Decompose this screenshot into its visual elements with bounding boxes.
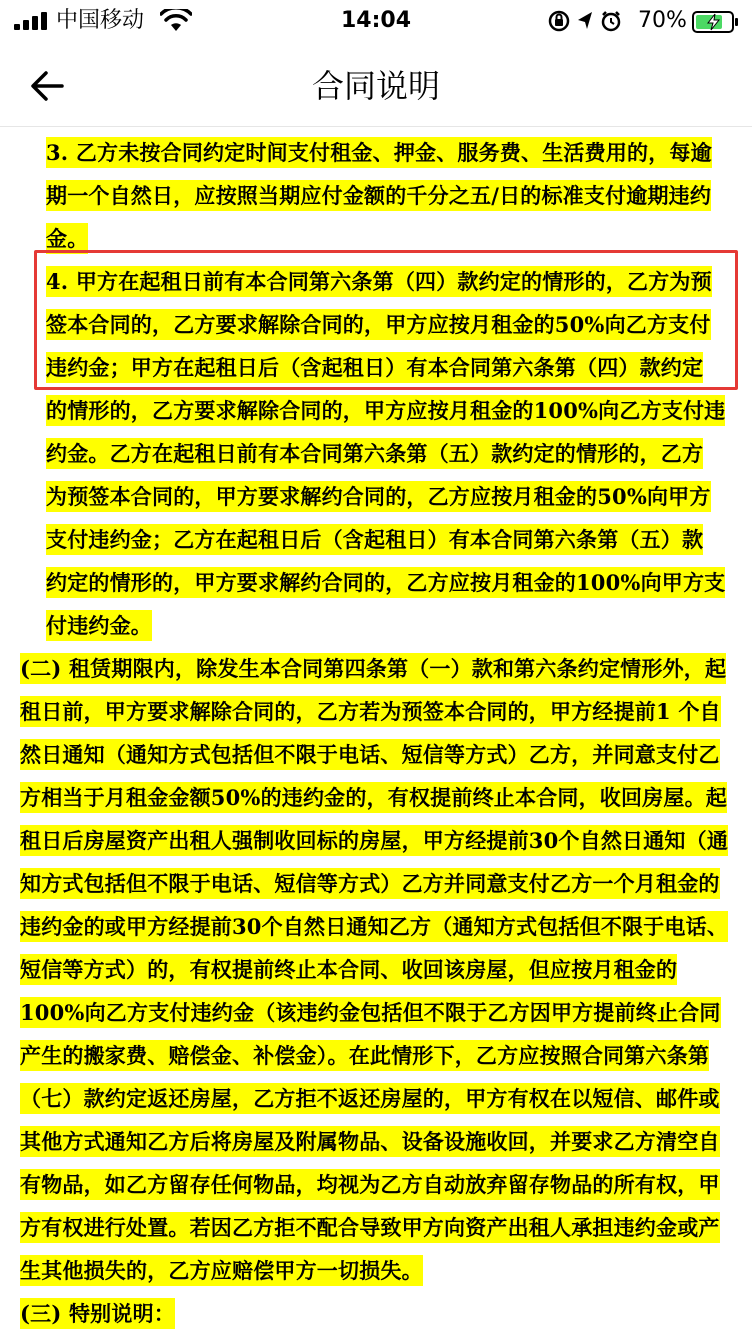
contract-line: 方相当于月租金金额50%的违约金的，有权提前终止本合同，收回房屋。起 — [20, 782, 727, 813]
status-bar — [0, 0, 752, 44]
contract-line: 约金。乙方在起租日前有本合同第六条第（五）款约定的情形的，乙方 — [46, 438, 703, 469]
page-title: 合同说明 — [311, 67, 440, 105]
contract-line: 短信等方式）的，有权提前终止本合同、收回该房屋，但应按月租金的 — [20, 954, 677, 985]
orientation-lock-icon — [550, 12, 568, 30]
contract-line: 的情形的，乙方要求解除合同的，甲方应按月租金的100%向乙方支付违 — [46, 395, 725, 426]
contract-line: 知方式包括但不限于电话、短信等方式）乙方并同意支付乙方一个月租金的 — [20, 868, 720, 899]
contract-line: 100%向乙方支付违约金（该违约金包括但不限于乙方因甲方提前终止合同 — [20, 997, 721, 1028]
contract-line: 其他方式通知乙方后将房屋及附属物品、设备设施收回，并要求乙方清空自 — [20, 1126, 720, 1157]
contract-line: 金。 — [46, 223, 88, 254]
contract-line: 违约金的或甲方经提前30个自然日通知乙方（通知方式包括但不限于电话、 — [20, 911, 728, 942]
contract-line: 生其他损失的，乙方应赔偿甲方一切损失。 — [20, 1255, 423, 1286]
contract-line: 期一个自然日，应按照当期应付金额的千分之五/日的标准支付逾期违约 — [46, 180, 711, 211]
contract-line: (二) 租赁期限内，除发生本合同第四条第（一）款和第六条约定情形外，起 — [20, 653, 726, 684]
contract-line: 有物品，如乙方留存任何物品，均视为乙方自动放弃留存物品的所有权，甲 — [20, 1169, 720, 1200]
contract-line: 租日后房屋资产出租人强制收回标的房屋，甲方经提前30个自然日通知（通 — [20, 825, 728, 856]
annotation-box — [34, 250, 738, 390]
battery-charging-icon — [692, 11, 740, 33]
contract-line: 签本合同的，乙方要求解除合同的，甲方应按月租金的50%向乙方支付 — [46, 309, 711, 340]
contract-line: 支付违约金；乙方在起租日后（含起租日）有本合同第六条第（五）款 — [46, 524, 703, 555]
contract-line: 方有权进行处置。若因乙方拒不配合导致甲方向资产出租人承担违约金或产 — [20, 1212, 720, 1243]
contract-line: 为预签本合同的，甲方要求解约合同的，乙方应按月租金的50%向甲方 — [46, 481, 711, 512]
contract-line: 3. 乙方未按合同约定时间支付租金、押金、服务费、生活费用的，每逾 — [46, 137, 712, 168]
status-time: 14:04 — [340, 8, 412, 33]
location-icon — [578, 12, 592, 29]
contract-line: (三) 特别说明： — [20, 1298, 175, 1329]
contract-line: 4. 甲方在起租日前有本合同第六条第（四）款约定的情形的，乙方为预 — [46, 266, 712, 297]
carrier-name: 中国移动 — [56, 8, 145, 33]
contract-line: 然日通知（通知方式包括但不限于电话、短信等方式）乙方，并同意支付乙 — [20, 739, 720, 770]
status-icons — [548, 9, 632, 33]
contract-line: 违约金；甲方在起租日后（含起租日）有本合同第六条第（四）款约定 — [46, 352, 703, 383]
alarm-icon — [603, 12, 619, 30]
contract-line: 约定的情形的，甲方要求解约合同的，乙方应按月租金的100%向甲方支 — [46, 567, 725, 598]
contract-line: （七）款约定返还房屋，乙方拒不返还房屋的，甲方有权在以短信、邮件或 — [20, 1083, 720, 1114]
navigation-bar — [0, 44, 752, 127]
contract-line: 产生的搬家费、赔偿金、补偿金）。在此情形下，乙方应按照合同第六条第 — [20, 1040, 709, 1071]
battery-percent: 70% — [638, 8, 687, 33]
contract-line: 租日前，甲方要求解除合同的，乙方若为预签本合同的，甲方经提前1 个自 — [20, 696, 721, 727]
contract-line: 付违约金。 — [46, 610, 152, 641]
